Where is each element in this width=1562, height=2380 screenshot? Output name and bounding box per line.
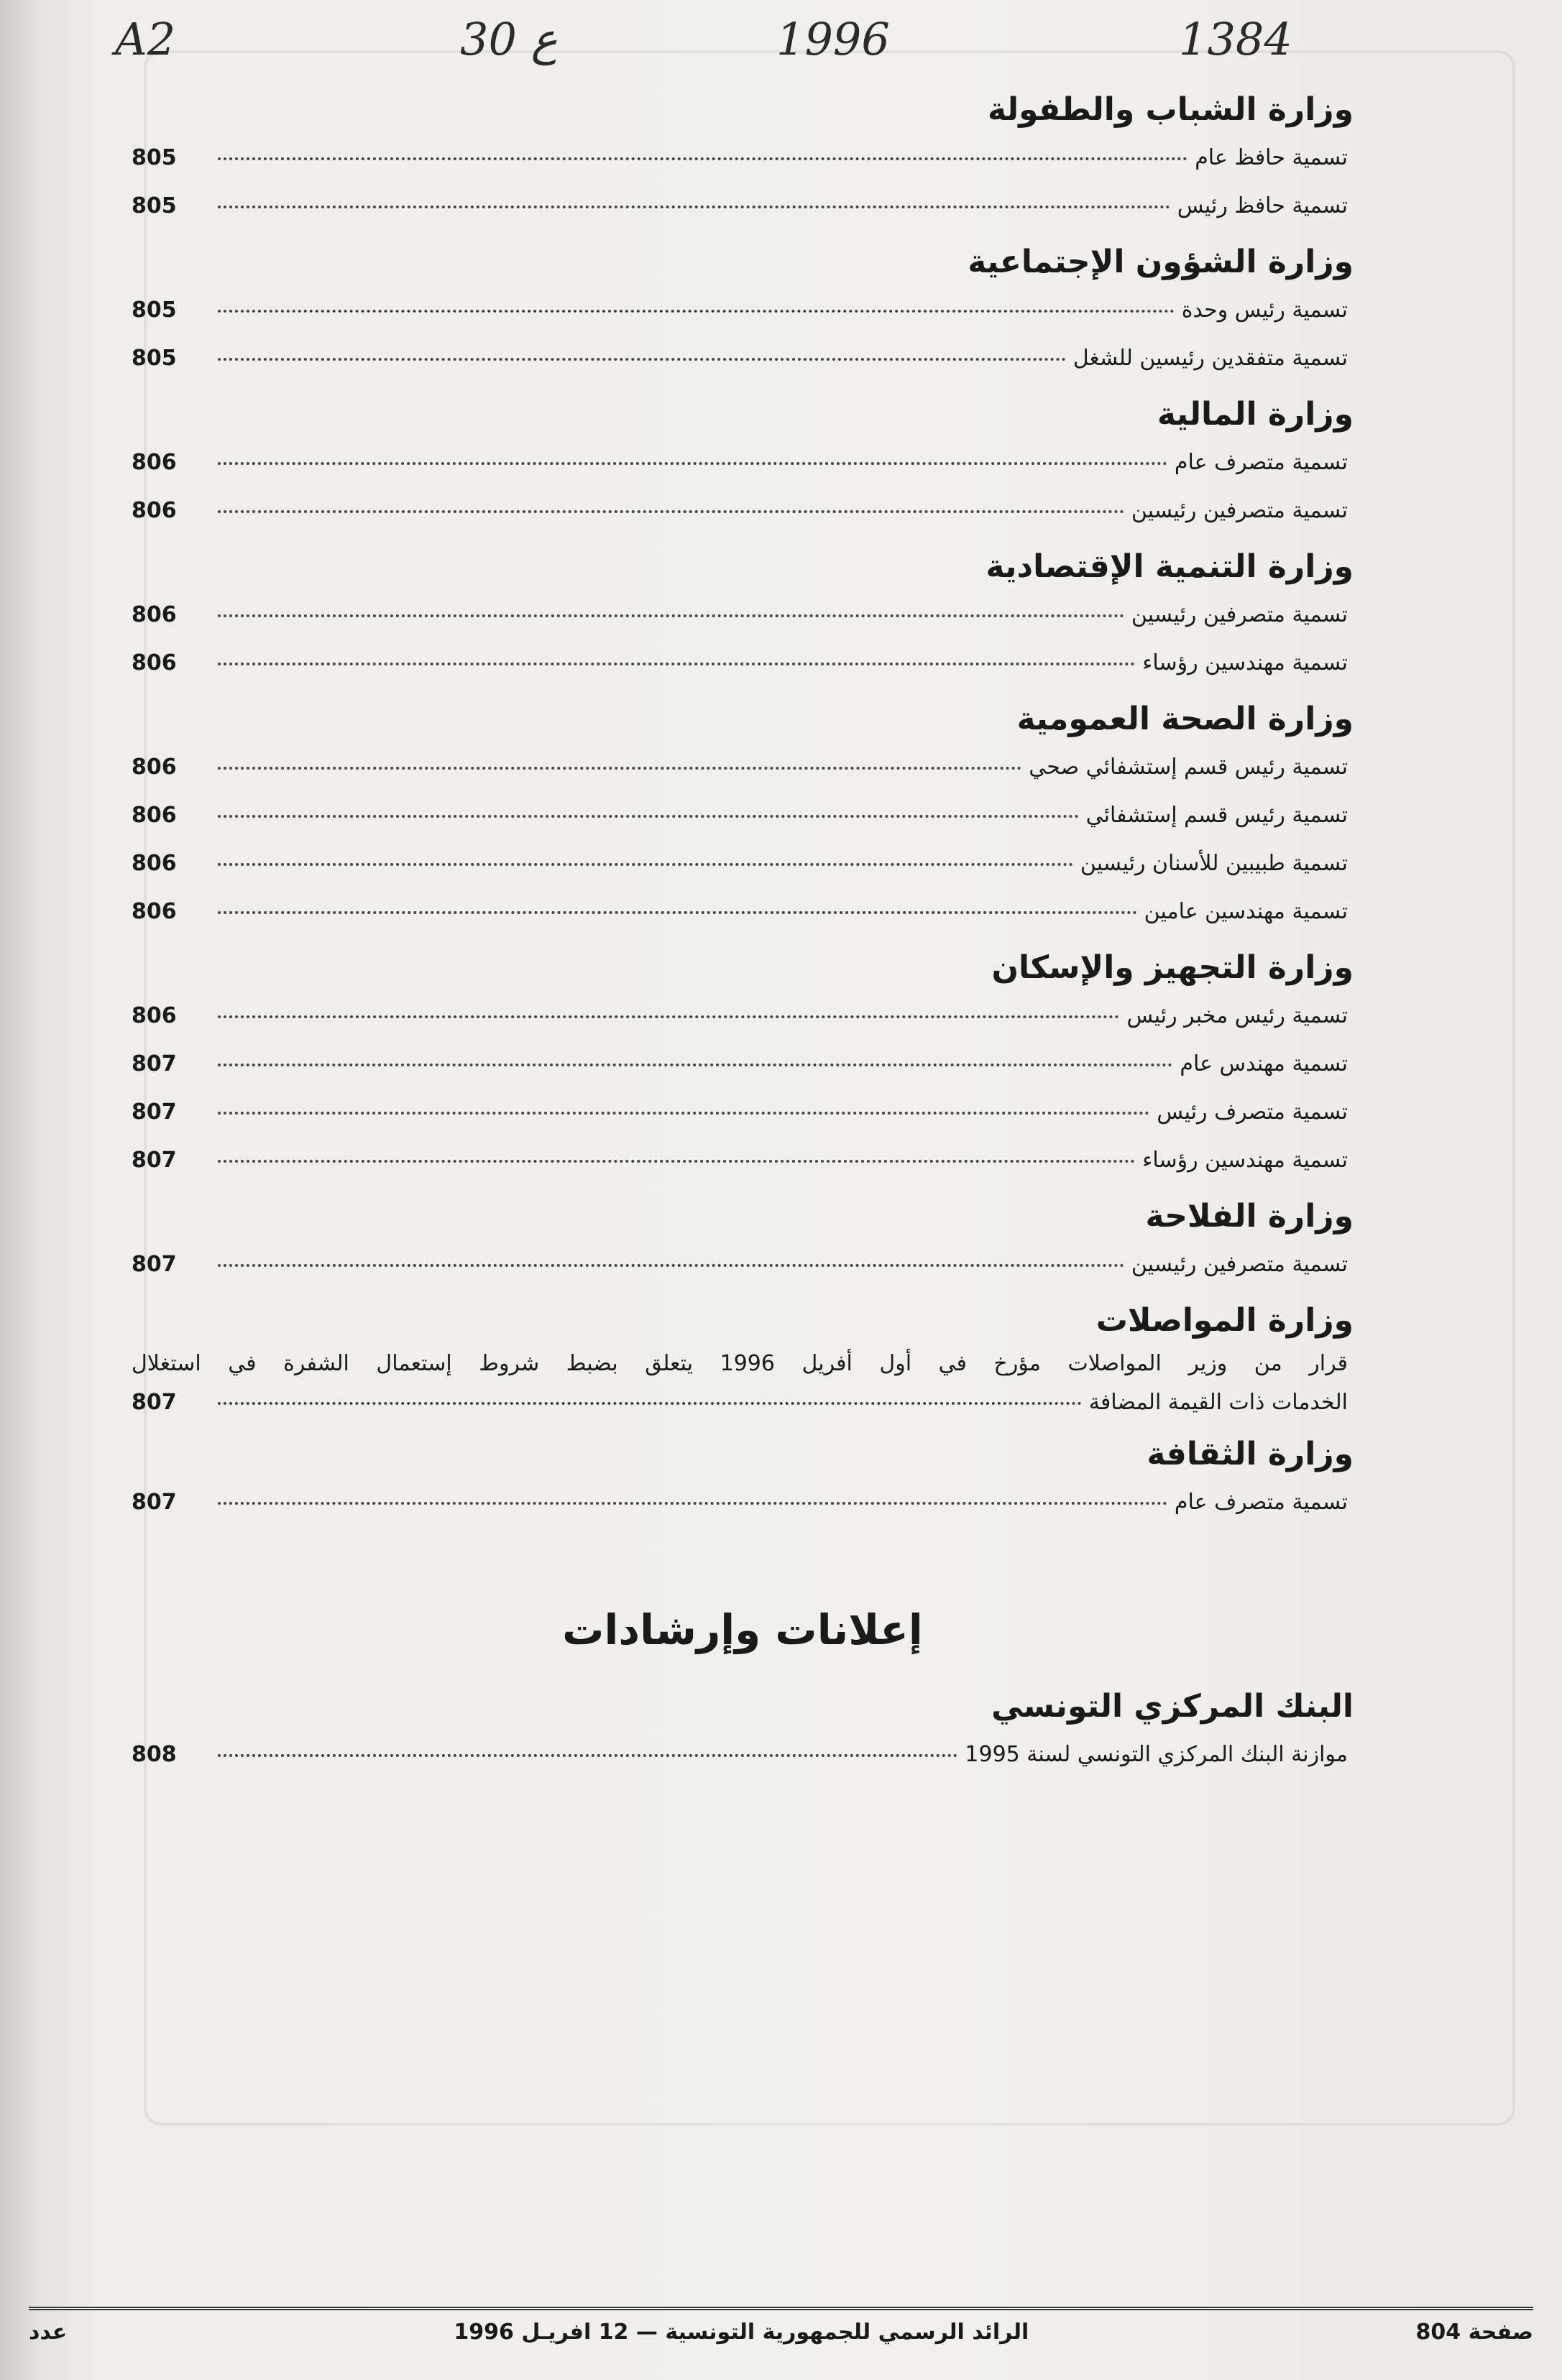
entry-label: تسمية مهندسين عامين bbox=[1144, 899, 1348, 924]
dot-leader bbox=[218, 157, 1187, 160]
dot-leader bbox=[218, 510, 1124, 513]
entry-label: تسمية مهندس عام bbox=[1180, 1051, 1348, 1076]
entry-label: تسمية رئيس مخبر رئيس bbox=[1126, 1003, 1348, 1028]
entry-label: تسمية حافظ رئيس bbox=[1177, 193, 1348, 218]
ministry-heading: وزارة الشؤون الإجتماعية bbox=[968, 244, 1354, 280]
entry-page-number: 807 bbox=[132, 1390, 177, 1415]
toc-entry[interactable] bbox=[132, 438, 1354, 486]
ministry-heading: وزارة المالية bbox=[1157, 396, 1354, 433]
entry-page-number: 806 bbox=[132, 450, 177, 475]
page-footer bbox=[29, 2307, 1533, 2353]
entry-page-number: 807 bbox=[132, 1148, 177, 1173]
dot-leader bbox=[218, 1112, 1149, 1115]
handwritten-notes bbox=[0, 13, 1562, 78]
handwritten-note-issue: 30 ع bbox=[460, 13, 558, 65]
dot-leader bbox=[218, 767, 1021, 770]
toc-section bbox=[132, 391, 1354, 535]
toc-entry[interactable] bbox=[132, 791, 1354, 839]
table-of-contents bbox=[132, 86, 1354, 1787]
toc-entry[interactable] bbox=[132, 286, 1354, 334]
entry-page-number: 805 bbox=[132, 346, 177, 371]
dot-leader bbox=[218, 358, 1066, 361]
dot-leader bbox=[218, 815, 1079, 818]
entry-page-number: 806 bbox=[132, 899, 177, 924]
announcements-section bbox=[132, 1683, 1354, 1779]
entry-label: تسمية متصرفين رئيسين bbox=[1131, 1252, 1348, 1277]
entry-label: تسمية حافظ عام bbox=[1195, 145, 1348, 170]
dot-leader bbox=[218, 663, 1135, 665]
ministry-heading: وزارة الشباب والطفولة bbox=[987, 91, 1354, 128]
entry-page-number: 806 bbox=[132, 602, 177, 627]
entry-page-number: 806 bbox=[132, 1003, 177, 1028]
dot-leader bbox=[218, 1064, 1172, 1066]
dot-leader bbox=[218, 206, 1170, 208]
entry-label: تسمية رئيس قسم إستشفائي صحي bbox=[1029, 755, 1348, 780]
toc-entry[interactable] bbox=[132, 334, 1354, 382]
entry-page-number: 806 bbox=[132, 498, 177, 523]
dot-leader bbox=[218, 911, 1137, 914]
bank-heading: البنك المركزي التونسي bbox=[991, 1688, 1354, 1725]
toc-section bbox=[132, 944, 1354, 1184]
toc-section bbox=[132, 1193, 1354, 1288]
dot-leader bbox=[218, 614, 1124, 617]
entry-label: تسمية متفقدين رئيسين للشغل bbox=[1072, 346, 1348, 371]
footer-page-label: صفحة 804 bbox=[1415, 2319, 1533, 2345]
toc-entry[interactable] bbox=[132, 134, 1354, 182]
toc-entry[interactable] bbox=[132, 839, 1354, 887]
entry-page-number: 808 bbox=[132, 1742, 177, 1767]
dot-leader bbox=[218, 863, 1073, 866]
toc-entry[interactable] bbox=[132, 1088, 1354, 1136]
dot-leader bbox=[218, 1264, 1124, 1267]
dot-leader bbox=[218, 1502, 1167, 1505]
ministry-heading: وزارة التنمية الإقتصادية bbox=[986, 548, 1354, 585]
entry-label: تسمية طبيبين للأسنان رئيسين bbox=[1080, 851, 1348, 876]
entry-label: تسمية متصرفين رئيسين bbox=[1131, 498, 1348, 523]
toc-section bbox=[132, 86, 1354, 230]
toc-entry[interactable] bbox=[132, 1136, 1354, 1184]
dot-leader bbox=[218, 462, 1167, 465]
toc-entry[interactable] bbox=[132, 992, 1354, 1040]
toc-entry[interactable] bbox=[132, 1730, 1354, 1779]
dot-leader bbox=[218, 1754, 957, 1757]
entry-page-number: 806 bbox=[132, 650, 177, 675]
toc-entry[interactable] bbox=[132, 1240, 1354, 1288]
toc-entry-multiline[interactable] bbox=[132, 1344, 1354, 1422]
announcements-heading: إعلانات وإرشادات bbox=[562, 1605, 923, 1654]
entry-label: موازنة البنك المركزي التونسي لسنة 1995 bbox=[965, 1742, 1348, 1767]
toc-section bbox=[132, 1431, 1354, 1526]
toc-entry[interactable] bbox=[132, 1478, 1354, 1526]
footer-publication: الرائد الرسمي للجمهورية التونسية — 12 افريـل 1996 bbox=[454, 2319, 1029, 2345]
toc-entry[interactable] bbox=[132, 591, 1354, 639]
ministry-heading: وزارة الصحة العمومية bbox=[1016, 701, 1354, 737]
toc-section bbox=[132, 1297, 1354, 1422]
entry-label-line2: الخدمات ذات القيمة المضافة bbox=[1088, 1390, 1348, 1415]
entry-label: تسمية متصرف عام bbox=[1174, 1490, 1348, 1515]
entry-page-number: 807 bbox=[132, 1490, 177, 1515]
toc-entry[interactable] bbox=[132, 1040, 1354, 1088]
entry-page-number: 807 bbox=[132, 1099, 177, 1125]
handwritten-note-number: 1384 bbox=[1179, 13, 1292, 65]
entry-page-number: 805 bbox=[132, 193, 177, 218]
entry-last-line bbox=[132, 1383, 1348, 1422]
ministry-heading: وزارة التجهيز والإسكان bbox=[991, 949, 1354, 986]
dot-leader bbox=[218, 1402, 1082, 1405]
toc-entry[interactable] bbox=[132, 639, 1354, 687]
footer-issue-label: عدد bbox=[29, 2319, 68, 2345]
dot-leader bbox=[218, 310, 1175, 313]
toc-section bbox=[132, 239, 1354, 382]
toc-entry[interactable] bbox=[132, 182, 1354, 230]
entry-page-number: 806 bbox=[132, 803, 177, 828]
entry-label: تسمية مهندسين رؤساء bbox=[1142, 1148, 1348, 1173]
entry-page-number: 807 bbox=[132, 1252, 177, 1277]
entry-page-number: 806 bbox=[132, 851, 177, 876]
entry-page-number: 805 bbox=[132, 298, 177, 323]
ministry-heading: وزارة الفلاحة bbox=[1145, 1198, 1354, 1235]
toc-entry[interactable] bbox=[132, 887, 1354, 936]
ministry-heading: وزارة الثقافة bbox=[1147, 1436, 1354, 1472]
toc-section bbox=[132, 543, 1354, 687]
dot-leader bbox=[218, 1160, 1135, 1163]
ministry-heading: وزارة المواصلات bbox=[1095, 1302, 1354, 1339]
entry-label: تسمية متصرف عام bbox=[1174, 450, 1348, 475]
entry-label: تسمية رئيس قسم إستشفائي bbox=[1085, 803, 1348, 828]
entry-label: تسمية متصرفين رئيسين bbox=[1131, 602, 1348, 627]
entry-label-line1: قرار من وزير المواصلات مؤرخ في أول أفريل 1996 يتعلق بضبط شروط إستعمال الشفرة في استغلال bbox=[132, 1351, 1348, 1376]
dot-leader bbox=[218, 1015, 1119, 1018]
entry-label: تسمية متصرف رئيس bbox=[1157, 1099, 1348, 1125]
toc-entry[interactable] bbox=[132, 486, 1354, 535]
entry-label: تسمية مهندسين رؤساء bbox=[1142, 650, 1348, 675]
entry-page-number: 805 bbox=[132, 145, 177, 170]
toc-section bbox=[132, 696, 1354, 936]
entry-page-number: 807 bbox=[132, 1051, 177, 1076]
entry-page-number: 806 bbox=[132, 755, 177, 780]
toc-entry[interactable] bbox=[132, 743, 1354, 791]
handwritten-note-year: 1996 bbox=[776, 13, 890, 65]
entry-label: تسمية رئيس وحدة bbox=[1181, 298, 1348, 323]
handwritten-note-a2: A2 bbox=[115, 13, 176, 65]
